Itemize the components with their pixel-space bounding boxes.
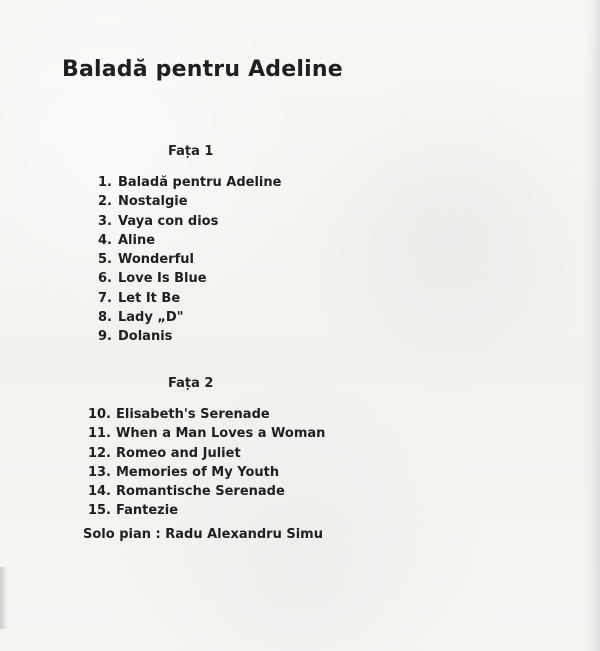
paper-left-mark	[0, 567, 8, 629]
track-number: 7.	[98, 290, 112, 306]
side-1-track-list	[88, 175, 281, 349]
track-title: Baladă pentru Adeline	[118, 175, 282, 190]
track-number: 9.	[98, 329, 112, 345]
track-title: Dolanis	[118, 329, 173, 345]
track-title: Fantezie	[116, 503, 179, 519]
track-title: Love Is Blue	[118, 271, 207, 287]
track-list-item	[88, 233, 281, 252]
track-title: Elisabeth's Serenade	[116, 407, 270, 422]
track-title: Vaya con dios	[118, 213, 219, 229]
track-number: 2.	[98, 194, 112, 210]
track-number: 3.	[98, 213, 112, 229]
track-number: 8.	[98, 310, 112, 326]
track-title: Nostalgie	[118, 194, 188, 210]
track-title: Lady „D"	[118, 310, 184, 326]
track-list-item	[83, 407, 325, 426]
track-number: 12.	[87, 445, 111, 461]
track-number: 13.	[87, 464, 111, 480]
track-list-item	[88, 194, 281, 213]
track-title: Let It Be	[118, 290, 181, 306]
track-number: 5.	[98, 252, 112, 268]
track-title: Wonderful	[118, 252, 194, 268]
track-number: 15.	[87, 503, 111, 519]
track-number: 11.	[87, 426, 111, 442]
track-number: 14.	[87, 484, 111, 500]
track-number: 10.	[87, 407, 111, 422]
side-2-track-list	[83, 407, 325, 523]
track-list-item	[83, 503, 325, 522]
track-list-item	[88, 310, 281, 329]
track-list-item	[83, 446, 325, 465]
track-list-item	[83, 484, 325, 503]
track-number: 1.	[98, 175, 112, 190]
side-1-heading: Fața 1	[168, 144, 214, 159]
paper-edge-shadow	[584, 0, 600, 651]
track-list-item	[88, 271, 281, 290]
track-list-item	[88, 175, 281, 194]
side-2-heading: Fața 2	[168, 376, 214, 391]
track-title: Romantische Serenade	[116, 484, 285, 500]
track-list-item	[88, 252, 281, 271]
track-list-item	[83, 465, 325, 484]
track-title: When a Man Loves a Woman	[116, 426, 326, 442]
track-title: Aline	[118, 232, 156, 248]
track-list-item	[88, 329, 281, 348]
track-list-item	[88, 214, 281, 233]
track-title: Memories of My Youth	[116, 464, 280, 480]
track-number: 6.	[98, 271, 112, 287]
performer-credit: Solo pian : Radu Alexandru Simu	[83, 527, 323, 542]
track-list-item	[83, 426, 325, 445]
document-title: Baladă pentru Adeline	[62, 57, 343, 82]
track-number: 4.	[98, 232, 112, 248]
track-title: Romeo and Juliet	[116, 445, 241, 461]
track-list-item	[88, 291, 281, 310]
